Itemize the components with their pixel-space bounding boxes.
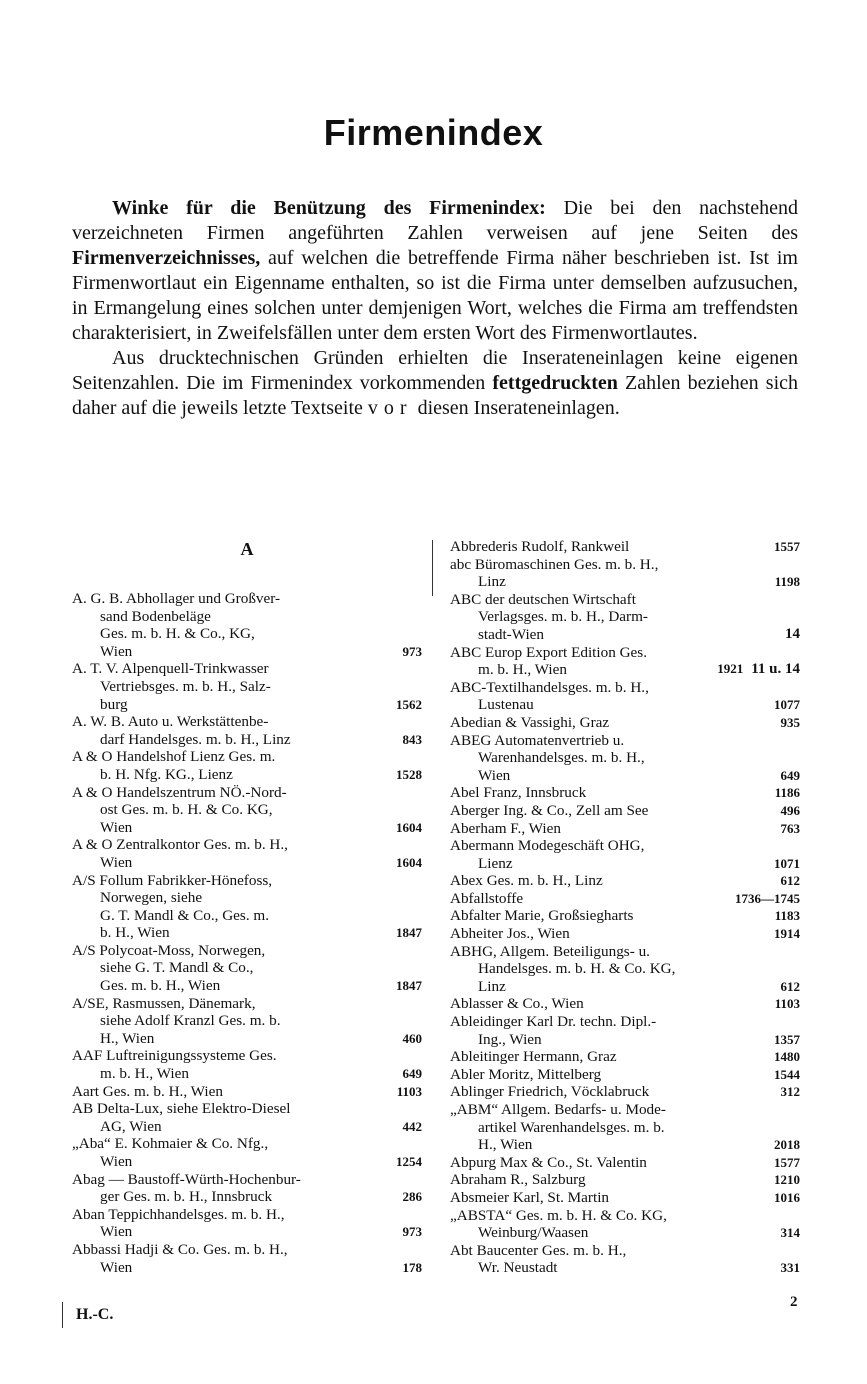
index-entry-page-number: 1183: [774, 908, 800, 924]
index-entry: [450, 1013, 800, 1048]
index-entry-line: ABC der deutschen Wirtschaft: [450, 590, 636, 608]
index-entry: [450, 943, 800, 996]
index-entry-line: Vertriebsges. m. b. H., Salz-: [100, 677, 271, 695]
usage-notes-paragraph-1: [72, 196, 798, 346]
index-entry-page-number: 1210: [774, 1172, 800, 1188]
index-entry-page: [774, 1048, 800, 1066]
usage-notes: [72, 196, 798, 421]
index-entry-line: sand Bodenbeläge: [100, 607, 211, 625]
index-entry-line: Wien: [100, 818, 133, 836]
index-entry-page: [781, 872, 801, 890]
index-entry: [72, 942, 422, 995]
index-entry-page-number: 1921: [717, 661, 744, 677]
index-entry-line: burg: [100, 695, 128, 713]
index-entry: [450, 995, 800, 1013]
page-title: Firmenindex: [323, 112, 544, 153]
index-entry-page: [403, 731, 423, 749]
index-entry: [72, 1083, 422, 1101]
index-entry-page: [396, 924, 422, 942]
index-entry-page-number: 1186: [774, 785, 800, 801]
index-entry-line: ABEG Automatenvertrieb u.: [450, 731, 625, 749]
index-entry: [72, 1241, 422, 1276]
usage-notes-spaced: vor: [367, 397, 413, 419]
index-entry-page: [774, 1136, 800, 1154]
index-entry-page: [403, 1259, 423, 1277]
index-entry: [450, 1101, 800, 1154]
index-entry-page-number: 1914: [774, 926, 800, 942]
index-entry: [72, 784, 422, 837]
index-entry-page-number: 1077: [774, 697, 800, 713]
index-entry-page-number: 1604: [396, 854, 422, 870]
index-entry-page-number: 312: [780, 1084, 800, 1100]
index-entry: [450, 1189, 800, 1207]
footer-label: H.-C.: [76, 1306, 114, 1323]
index-entry-line: siehe G. T. Mandl & Co.,: [100, 959, 254, 977]
index-entry-page-number: 1254: [396, 1154, 422, 1169]
index-entry-page-number: 1103: [774, 996, 800, 1012]
index-entry-line: Norwegen, siehe: [100, 889, 203, 907]
index-entry-line: „Aba“ E. Kohmaier & Co. Nfg.,: [72, 1135, 269, 1153]
column-divider: [432, 540, 433, 596]
index-entry: [450, 925, 800, 943]
index-entry-page-number: 2018: [774, 1137, 800, 1153]
index-entry-line: m. b. H., Wien: [100, 1065, 189, 1083]
index-entry-page-number: 649: [402, 1066, 422, 1082]
index-entry-page: [396, 1153, 422, 1171]
index-entry-page-number: 14: [785, 625, 800, 642]
index-entry-page: [774, 1189, 800, 1207]
index-entry-line: ABC-Textilhandelsges. m. b. H.,: [450, 678, 649, 696]
index-entry-page-number: 1736—1745: [735, 890, 800, 906]
index-entry-page: [781, 714, 801, 732]
index-entry: [72, 1047, 422, 1082]
index-entry-page: [774, 925, 800, 943]
index-entry-line: Abex Ges. m. b. H., Linz: [450, 872, 603, 890]
index-entry: [450, 714, 800, 732]
index-entry-page: [774, 1066, 800, 1084]
index-entry: [450, 1048, 800, 1066]
index-entry-page-number: 1357: [774, 1031, 800, 1047]
usage-notes-text: diesen Inserateneinlagen.: [412, 397, 620, 419]
index-entry-line: Ablinger Friedrich, Vöcklabruck: [450, 1083, 650, 1101]
index-entry: [72, 590, 422, 660]
index-entry-page: [775, 784, 800, 802]
index-entry: [72, 1100, 422, 1135]
index-entry-line: ABHG, Allgem. Beteiligungs- u.: [450, 942, 650, 960]
index-entry-line: Lustenau: [478, 696, 534, 714]
index-entry-line: Abbrederis Rudolf, Rankweil: [450, 538, 630, 555]
index-entry-line: Abraham R., Salzburg: [450, 1171, 586, 1189]
index-entry-page-number: 1103: [396, 1083, 422, 1099]
index-entry-line: Abt Baucenter Ges. m. b. H.,: [450, 1241, 627, 1259]
index-entry-line: Warenhandelsges. m. b. H.,: [478, 749, 645, 767]
index-entry-line: Handelsges. m. b. H. & Co. KG,: [478, 960, 676, 978]
index-entry-page: [774, 1031, 800, 1049]
index-entry-line: Wien: [100, 1153, 133, 1170]
index-entry-line: siehe Adolf Kranzl Ges. m. b.: [100, 1012, 281, 1030]
index-entry-line: A/S Follum Fabrikker-Hönefoss,: [72, 871, 273, 889]
index-entry-line: A. T. V. Alpenquell-Trinkwasser: [72, 660, 269, 678]
index-entry-line: Abel Franz, Innsbruck: [450, 784, 587, 802]
index-entry-line: Wien: [100, 642, 133, 660]
index-entry-line: A/SE, Rasmussen, Dänemark,: [72, 994, 256, 1012]
index-entry: [450, 907, 800, 925]
index-entry: [450, 784, 800, 802]
index-entry-page: [774, 1154, 800, 1172]
index-entry-line: Aberger Ing. & Co., Zell am See: [450, 801, 649, 819]
index-entry-page: [774, 855, 800, 873]
index-entry: [450, 556, 800, 591]
index-entry-line: Wien: [478, 766, 511, 784]
index-entry: [450, 679, 800, 714]
index-entry: [72, 1206, 422, 1241]
index-entry-page: [774, 696, 800, 714]
index-entry-page-number: 1562: [396, 696, 422, 712]
index-entry-line: darf Handelsges. m. b. H., Linz: [100, 730, 291, 748]
index-entry-page: [781, 1083, 801, 1101]
usage-notes-lead: Winke für die Benützung des Firmenindex:: [112, 197, 546, 219]
index-entry-line: ABC Europ Export Edition Ges.: [450, 643, 647, 661]
index-entry-line: A/S Polycoat-Moss, Norwegen,: [72, 941, 266, 959]
usage-notes-text: Aus drucktechnischen Gründen erhielten die Inserateneinlagen keine eigenen Seitenzahlen. Die im Firmenindex vorkommenden: [72, 347, 798, 394]
index-entry-line: Aberham F., Wien: [450, 819, 561, 837]
index-entry-page-number: 1604: [396, 819, 422, 835]
index-entry-page: [396, 696, 422, 714]
index-entry-line: b. H., Wien: [100, 924, 170, 942]
page-number: 2: [790, 1294, 798, 1310]
index-entry: [450, 1154, 800, 1172]
index-entry-page-number: 460: [402, 1030, 422, 1046]
index-entry-page: [403, 1188, 423, 1206]
index-entry-line: Weinburg/Waasen: [478, 1224, 589, 1242]
index-entry-line: Wr. Neustadt: [478, 1259, 558, 1277]
index-entry-line: Linz: [478, 977, 506, 995]
index-entry-line: abc Büromaschinen Ges. m. b. H.,: [450, 555, 659, 573]
index-entry: [450, 872, 800, 890]
index-entry-line: H., Wien: [478, 1136, 533, 1154]
index-entry-line: Aban Teppichhandelsges. m. b. H.,: [72, 1205, 285, 1223]
index-entry-line: Wien: [100, 853, 133, 871]
index-entry-page: [775, 995, 800, 1013]
section-letter: A: [240, 539, 254, 559]
index-entry-page: [717, 660, 800, 679]
index-entry-page: [781, 767, 801, 785]
usage-notes-paragraph-2: [72, 346, 798, 421]
index-entry-page-number: 1557: [774, 539, 800, 554]
usage-notes-text: auf welchen die betreffende Firma näher beschrieben ist. Ist im Firmenwortlaut ein Eigenname enthalten, so ist die Firma unter demselben aufzusuchen, in Ermangelung eines solchen unter demjenigen Wort, welches die Firma am treffendsten charakterisiert, in Zweifelsfällen unter dem ersten Wort des Firmenwortlautes.: [72, 247, 798, 344]
index-entry-line: Abler Moritz, Mittelberg: [450, 1065, 602, 1083]
index-entry: [72, 748, 422, 783]
index-entry-page: [781, 978, 801, 996]
index-entry-line: artikel Warenhandelsges. m. b.: [478, 1118, 665, 1136]
index-entry-page: [781, 1224, 801, 1242]
index-entry-line: AG, Wien: [100, 1117, 162, 1135]
index-entry-line: Linz: [478, 573, 506, 591]
index-entry: [450, 1242, 800, 1277]
index-entry: [72, 713, 422, 748]
footer-divider: [62, 1302, 63, 1328]
index-entry-line: Ges. m. b. H. & Co., KG,: [100, 625, 255, 643]
index-column-right: [450, 538, 800, 1277]
index-entry-page: [735, 890, 800, 908]
index-entry: [450, 1207, 800, 1242]
index-entry-line: Ges. m. b. H., Wien: [100, 977, 221, 995]
index-entry-line: Wien: [100, 1223, 133, 1241]
index-entry-page-number: 1847: [396, 925, 422, 941]
index-entry-line: G. T. Mandl & Co., Ges. m.: [100, 906, 270, 924]
index-entry-page: [781, 820, 801, 838]
index-entry-line: Wien: [100, 1258, 133, 1276]
index-entry-line: A & O Zentralkontor Ges. m. b. H.,: [72, 836, 288, 854]
index-entry-page: [403, 1030, 423, 1048]
index-entry: [450, 1083, 800, 1101]
index-entry: [72, 995, 422, 1048]
index-entry-line: AB Delta-Lux, siehe Elektro-Diesel: [72, 1100, 291, 1118]
index-entry-page-number: 843: [402, 731, 422, 747]
index-entry-page: [775, 907, 800, 925]
index-entry-line: Abbassi Hadji & Co. Ges. m. b. H.,: [72, 1240, 288, 1258]
index-entry-page: [785, 625, 800, 644]
index-entry-line: Abermann Modegeschäft OHG,: [450, 837, 645, 855]
index-entry: [450, 644, 800, 679]
index-entry-page-number: 331: [780, 1260, 800, 1276]
index-entry-line: Abfallstoffe: [450, 889, 524, 907]
index-entry-page-number: 612: [780, 873, 800, 889]
index-entry-line: ger Ges. m. b. H., Innsbruck: [100, 1188, 273, 1206]
index-entry-line: „ABM“ Allgem. Bedarfs- u. Mode-: [450, 1101, 666, 1118]
index-entry-line: AAF Luftreinigungssysteme Ges.: [72, 1047, 277, 1065]
index-entry-line: A & O Handelszentrum NÖ.-Nord-: [72, 783, 287, 801]
index-entry: [450, 538, 800, 556]
usage-notes-bold: fettgedruckten: [492, 372, 618, 394]
index-entry-page-number: 442: [402, 1118, 422, 1134]
index-column-left: [72, 538, 422, 1276]
index-entry-page-number: 314: [780, 1225, 800, 1241]
index-entry-page-number: 973: [402, 643, 422, 659]
index-entry: [72, 1171, 422, 1206]
index-entry-line: Ablasser & Co., Wien: [450, 995, 584, 1013]
index-entry: [72, 836, 422, 871]
index-entry-extra-pages: 11 u. 14: [751, 661, 800, 678]
index-entry: [450, 837, 800, 872]
index-entry-line: Lienz: [478, 854, 513, 872]
index-entry-page-number: 496: [780, 802, 800, 818]
index-entry-line: Abpurg Max & Co., St. Valentin: [450, 1153, 647, 1171]
index-entry-page: [396, 819, 422, 837]
index-entry: [450, 732, 800, 785]
index-entry-page-number: 1016: [774, 1189, 800, 1205]
index-entry-line: A & O Handelshof Lienz Ges. m.: [72, 748, 276, 766]
index-entry-page: [403, 1223, 423, 1241]
index-entry-line: b. H. Nfg. KG., Lienz: [100, 765, 233, 783]
index-entry-page: [403, 643, 423, 661]
index-entry-page: [781, 1259, 801, 1277]
usage-notes-bold: Firmenverzeichnisses,: [72, 247, 261, 269]
index-entry-line: Abheiter Jos., Wien: [450, 925, 570, 943]
index-entry-page-number: 763: [780, 820, 800, 836]
index-entry-line: Absmeier Karl, St. Martin: [450, 1188, 610, 1206]
index-entry: [450, 802, 800, 820]
index-entry-page-number: 286: [402, 1189, 422, 1205]
index-entry-page: [774, 538, 800, 556]
index-entry-line: „ABSTA“ Ges. m. b. H. & Co. KG,: [450, 1206, 667, 1224]
index-entry: [450, 820, 800, 838]
index-entry-line: Verlagsges. m. b. H., Darm-: [478, 608, 648, 626]
index-entry-line: Aart Ges. m. b. H., Wien: [72, 1082, 223, 1100]
index-entry: [450, 591, 800, 644]
index-entry-page-number: 1480: [774, 1049, 800, 1065]
usage-notes-text: Zahlen beziehen sich daher auf die jeweils letzte Textseite: [72, 372, 798, 419]
index-entry-page: [403, 1065, 423, 1083]
index-entry-page: [781, 802, 801, 820]
index-entry-line: ost Ges. m. b. H. & Co. KG,: [100, 801, 273, 819]
index-entry-page: [396, 977, 422, 995]
index-entry-page-number: 935: [780, 714, 800, 730]
index-entry-page: [775, 573, 800, 591]
index-entry: [72, 660, 422, 713]
index-entry-page-number: 178: [402, 1259, 422, 1275]
index-entry-page-number: 1577: [774, 1154, 800, 1170]
index-entry-page-number: 612: [780, 978, 800, 994]
index-entry-line: A. W. B. Auto u. Werkstättenbe-: [72, 713, 269, 731]
index-entry-line: Ableitinger Hermann, Graz: [450, 1048, 617, 1066]
index-entry-page: [396, 854, 422, 872]
index-entry-line: stadt-Wien: [478, 625, 545, 643]
index-entry-page-number: 973: [402, 1224, 422, 1240]
index-entry-line: H., Wien: [100, 1029, 155, 1047]
index-entry: [450, 890, 800, 908]
index-entry-line: Ableidinger Karl Dr. techn. Dipl.-: [450, 1013, 657, 1031]
index-entry: [450, 1066, 800, 1084]
index-entry-page-number: 1847: [396, 978, 422, 994]
index-entry-page-number: 1544: [774, 1066, 800, 1082]
index-entry-page: [403, 1118, 423, 1136]
index-entry-line: m. b. H., Wien: [478, 661, 567, 679]
index-entry-page-number: 1071: [774, 855, 800, 871]
index-entry-line: Abag — Baustoff-Würth-Hochenbur-: [72, 1170, 301, 1188]
index-entry-line: A. G. B. Abhollager und Großver-: [72, 590, 281, 607]
index-entry-page: [774, 1171, 800, 1189]
index-entry: [72, 872, 422, 942]
index-entry-line: Abfalter Marie, Großsiegharts: [450, 907, 634, 925]
index-entry-page: [396, 766, 422, 784]
index-entry-page: [397, 1083, 422, 1101]
index-entry-line: Abedian & Vassighi, Graz: [450, 713, 610, 731]
index-entry-page-number: 1528: [396, 766, 422, 782]
index-entry: [72, 1135, 422, 1170]
index-entry-page-number: 649: [780, 767, 800, 783]
index-entry-page-number: 1198: [774, 574, 800, 590]
usage-notes-text: Die bei den nachstehend verzeichneten Firmen angeführten Zahlen verweisen auf jene Seiten des: [72, 197, 798, 244]
index-entry: [450, 1171, 800, 1189]
index-entry-line: Ing., Wien: [478, 1030, 542, 1048]
